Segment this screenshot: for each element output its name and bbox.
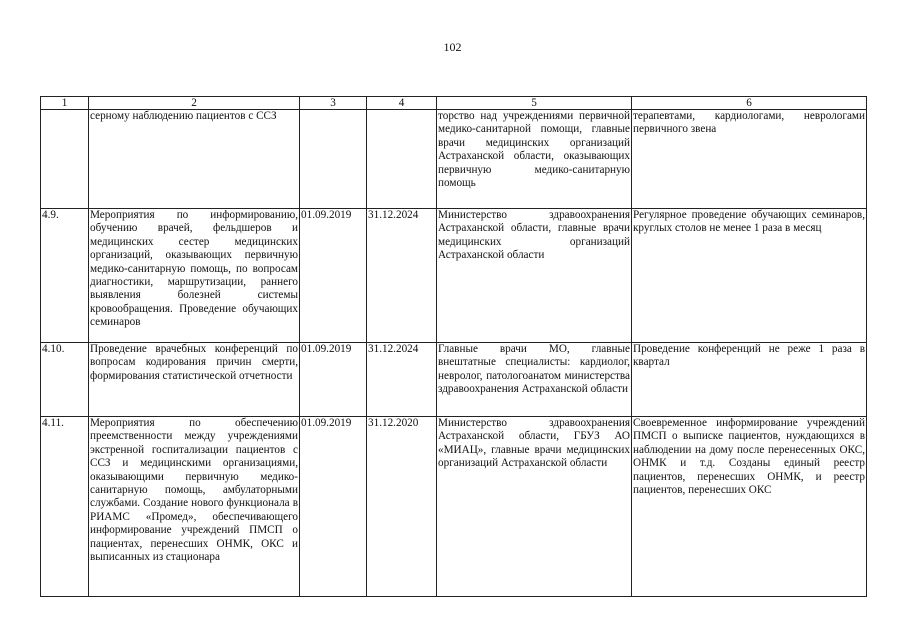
- item-number: 4.11.: [41, 417, 89, 597]
- column-header: 3: [300, 97, 367, 110]
- activity-text: Мероприятия по информированию, обучению врачей, фельдшеров и медицинских сестер медицинских организаций, оказывающих первичную медико-санитарную помощь, по вопросам диагностики, маршрутизации, раннего выявления болезней системы кровообращения. Проведение обучающих семинаров: [89, 209, 300, 343]
- column-header: 2: [89, 97, 300, 110]
- start-date: 01.09.2019: [300, 417, 367, 597]
- start-date: 01.09.2019: [300, 209, 367, 343]
- result-text: Регулярное проведение обучающих семинаров, круглых столов не менее 1 раза в месяц: [632, 209, 867, 343]
- activity-text: Мероприятия по обеспечению преемственности между учреждениями экстренной госпитализации пациентов с ССЗ и медицинскими организациями, оказывающими первичную медико-санитарную помощь, амбулаторными службами. Создание нового функционала в РИАМС «Промед», обеспечивающего информирование учреждений ПМСП о пациентах, перенесших ОНМК, ОКС и выписанных из стационара: [89, 417, 300, 597]
- responsible-text: Министерство здравоохранения Астраханской области, главные врачи медицинских организаций Астраханской области: [437, 209, 632, 343]
- table-row: [41, 417, 867, 597]
- item-number: 4.9.: [41, 209, 89, 343]
- responsible-text: торство над учреждениями первичной медико-санитарной помощи, главные врачи медицинских организаций Астраханской области, оказывающих первичную медико-санитарную помощь: [437, 110, 632, 209]
- table-row: [41, 110, 867, 209]
- start-date: 01.09.2019: [300, 343, 367, 417]
- column-header: 6: [632, 97, 867, 110]
- end-date: [367, 110, 437, 209]
- table-row: [41, 209, 867, 343]
- responsible-text: Главные врачи МО, главные внештатные специалисты: кардиолог, невролог, патологоанатом министерства здравоохранения Астраханской области: [437, 343, 632, 417]
- activity-text: серному наблюдению пациентов с ССЗ: [89, 110, 300, 209]
- result-text: Своевременное информирование учреждений ПМСП о выписке пациентов, нуждающихся в наблюдении на дому после перенесенных ОКС, ОНМК и т.д. Созданы единый реестр пациентов, перенесших ОНМК, и реестр пациентов, перенесших ОКС: [632, 417, 867, 597]
- item-number: 4.10.: [41, 343, 89, 417]
- item-number: [41, 110, 89, 209]
- column-number-header: [41, 97, 867, 110]
- table-row: [41, 343, 867, 417]
- activities-table: [40, 96, 867, 597]
- end-date: 31.12.2024: [367, 209, 437, 343]
- column-header: 1: [41, 97, 89, 110]
- start-date: [300, 110, 367, 209]
- end-date: 31.12.2020: [367, 417, 437, 597]
- page-number: 102: [443, 40, 462, 54]
- end-date: 31.12.2024: [367, 343, 437, 417]
- responsible-text: Министерство здравоохранения Астраханской области, ГБУЗ АО «МИАЦ», главные врачи медицинских организаций Астраханской области: [437, 417, 632, 597]
- result-text: Проведение конференций не реже 1 раза в квартал: [632, 343, 867, 417]
- column-header: 4: [367, 97, 437, 110]
- column-header: 5: [437, 97, 632, 110]
- result-text: терапевтами, кардиологами, неврологами первичного звена: [632, 110, 867, 209]
- activity-text: Проведение врачебных конференций по вопросам кодирования причин смерти, формирования статистической отчетности: [89, 343, 300, 417]
